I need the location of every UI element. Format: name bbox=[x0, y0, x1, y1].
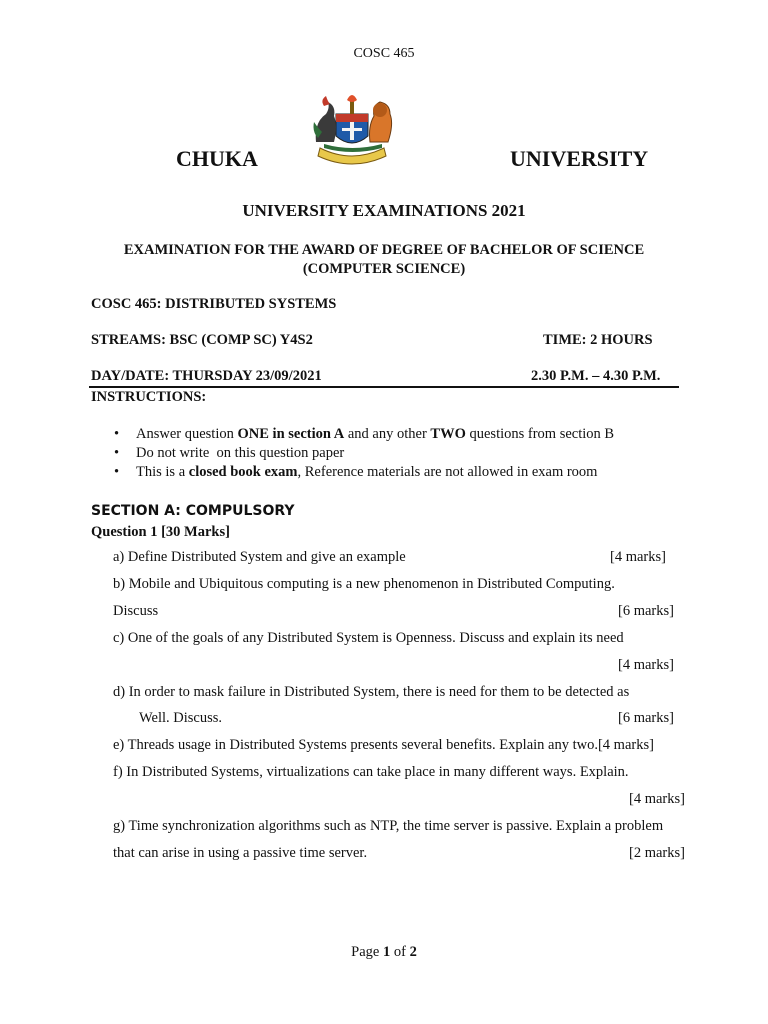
instruction-item bbox=[114, 444, 714, 463]
marks-part-g: [2 marks] bbox=[629, 845, 685, 861]
instruction-text: Answer question bbox=[136, 426, 238, 442]
instruction-emphasis: closed book exam bbox=[188, 464, 298, 480]
question-part-b: b) Mobile and Ubiquitous computing is a new phenomenon in Distributed Computing. bbox=[113, 576, 615, 592]
bullet-icon: • bbox=[114, 445, 120, 461]
instruction-item bbox=[114, 463, 714, 482]
question-part-d: d) In order to mask failure in Distributed System, there is need for them to be detected as bbox=[113, 684, 630, 700]
question-1-title: Question 1 [30 Marks] bbox=[91, 524, 230, 540]
question-part-g-continued: that can arise in using a passive time server. bbox=[113, 845, 368, 861]
instruction-text: and any other bbox=[344, 426, 431, 442]
instructions-heading: INSTRUCTIONS: bbox=[91, 389, 207, 405]
page-number bbox=[0, 944, 768, 961]
award-line-2: (COMPUTER SCIENCE) bbox=[302, 261, 466, 277]
question-part-a: a) Define Distributed System and give an example bbox=[113, 549, 406, 565]
instruction-text: Do not write on this question paper bbox=[136, 445, 345, 461]
marks-part-a: [4 marks] bbox=[610, 549, 666, 565]
instructions-list bbox=[114, 425, 714, 482]
marks-part-d: [6 marks] bbox=[618, 710, 674, 726]
header-divider bbox=[89, 386, 679, 388]
current-page: 1 bbox=[382, 944, 391, 960]
question-part-f: f) In Distributed Systems, virtualizations can take place in many different ways. Explain. bbox=[113, 764, 629, 780]
instruction-text: This is a bbox=[136, 464, 189, 480]
bullet-icon: • bbox=[114, 464, 120, 480]
chuka-university-crest-icon bbox=[306, 92, 398, 168]
course-code-header: COSC 465 bbox=[353, 46, 415, 61]
question-part-c: c) One of the goals of any Distributed System is Openness. Discuss and explain its need bbox=[113, 630, 624, 646]
instruction-emphasis: TWO bbox=[430, 426, 466, 442]
instruction-item bbox=[114, 425, 714, 444]
marks-part-f: [4 marks] bbox=[629, 791, 685, 807]
instruction-text: questions from section B bbox=[465, 426, 615, 442]
of-label: of bbox=[393, 944, 406, 960]
instruction-emphasis: ONE in section A bbox=[237, 426, 345, 442]
exam-title: UNIVERSITY EXAMINATIONS 2021 bbox=[242, 201, 526, 220]
bullet-icon: • bbox=[114, 426, 120, 442]
section-a-title: SECTION A: COMPULSORY bbox=[91, 503, 295, 519]
university-name-right: UNIVERSITY bbox=[510, 146, 649, 171]
question-part-b-continued: Discuss bbox=[113, 603, 159, 619]
total-pages: 2 bbox=[409, 944, 417, 960]
exam-duration: TIME: 2 HOURS bbox=[543, 332, 653, 348]
page-label: Page bbox=[351, 944, 380, 960]
exam-period: 2.30 P.M. – 4.30 P.M. bbox=[531, 368, 661, 384]
award-line-1: EXAMINATION FOR THE AWARD OF DEGREE OF BACHELOR OF SCIENCE bbox=[123, 242, 645, 258]
instruction-text: , Reference materials are not allowed in exam room bbox=[297, 464, 598, 480]
course-title: COSC 465: DISTRIBUTED SYSTEMS bbox=[91, 296, 337, 312]
streams-info: STREAMS: BSC (COMP SC) Y4S2 bbox=[91, 332, 313, 348]
question-part-g: g) Time synchronization algorithms such as NTP, the time server is passive. Explain a problem bbox=[113, 818, 664, 834]
university-name-left: CHUKA bbox=[176, 146, 258, 171]
marks-part-c: [4 marks] bbox=[618, 657, 674, 673]
question-part-d-continued: Well. Discuss. bbox=[139, 710, 223, 726]
marks-part-b: [6 marks] bbox=[618, 603, 674, 619]
exam-day-date: DAY/DATE: THURSDAY 23/09/2021 bbox=[91, 368, 322, 384]
question-part-e: e) Threads usage in Distributed Systems presents several benefits. Explain any two.[4 marks] bbox=[113, 737, 654, 753]
